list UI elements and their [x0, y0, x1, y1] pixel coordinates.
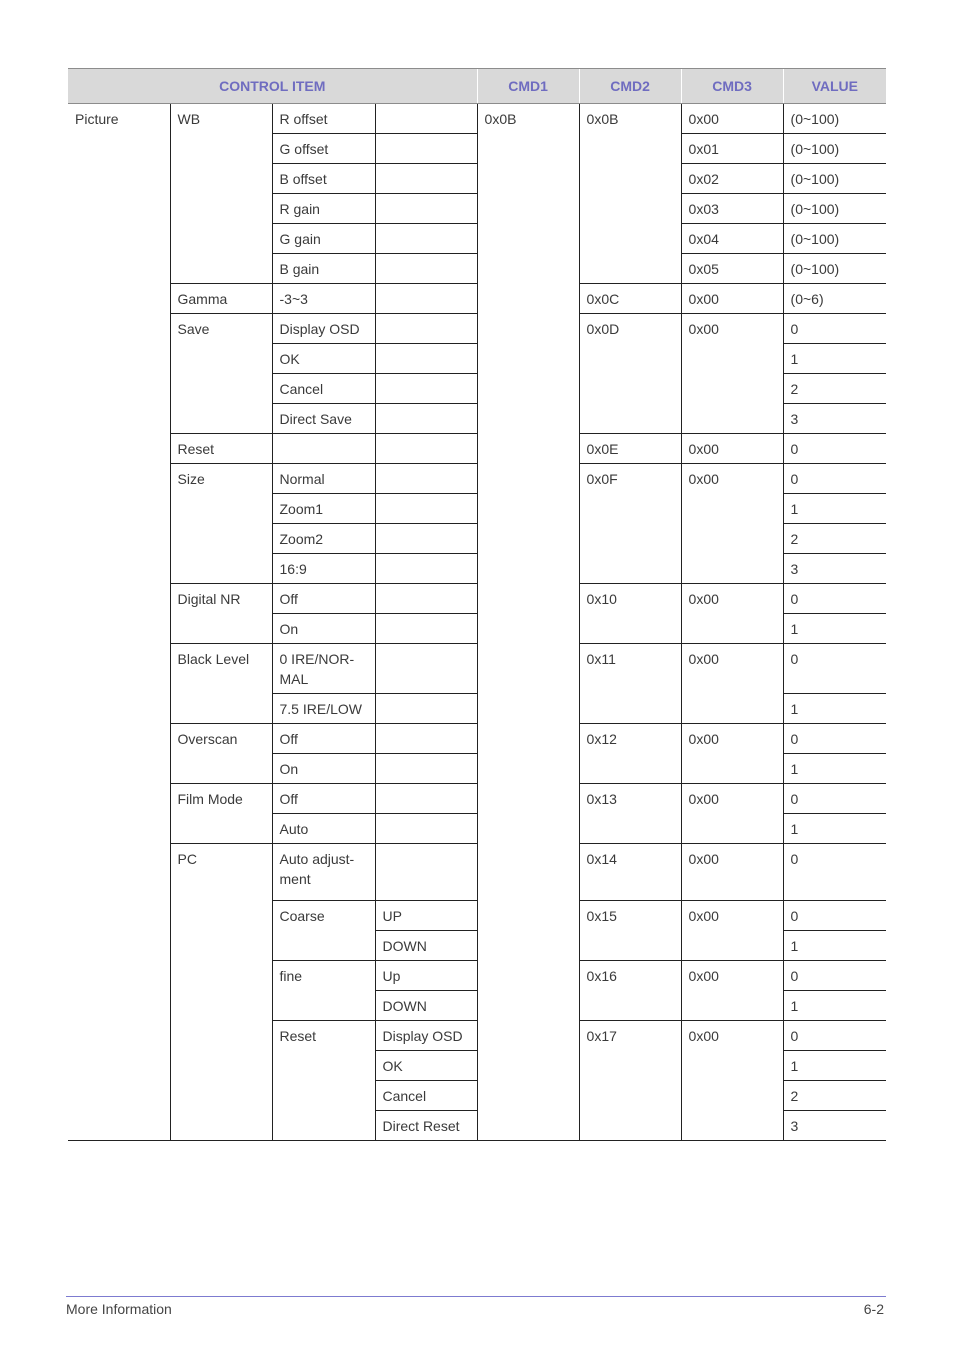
value-cell: 0: [783, 961, 886, 991]
subitem: Auto: [272, 814, 375, 844]
value-cell: 0: [783, 434, 886, 464]
value-cell: 2: [783, 1081, 886, 1111]
subitem: G offset: [272, 134, 375, 164]
value-cell: 3: [783, 554, 886, 584]
cmd3-cell: 0x03: [681, 194, 783, 224]
cmd2-cell: 0x14: [579, 844, 681, 901]
option: Cancel: [375, 1081, 477, 1111]
subitem-empty: [375, 224, 477, 254]
option: Up: [375, 961, 477, 991]
cmd3-cell: 0x00: [681, 724, 783, 784]
header-row: [68, 69, 886, 104]
header-cmd1: CMD1: [477, 69, 579, 104]
value-cell: (0~100): [783, 164, 886, 194]
item-overscan: Overscan: [170, 724, 272, 784]
cmd2-cell: 0x13: [579, 784, 681, 844]
option: UP: [375, 901, 477, 931]
value-cell: (0~100): [783, 134, 886, 164]
subitem-empty: [375, 584, 477, 614]
subitem-empty: [375, 754, 477, 784]
cmd2-cell: 0x17: [579, 1021, 681, 1141]
subitem: On: [272, 614, 375, 644]
table-row: [68, 724, 886, 754]
option: Direct Reset: [375, 1111, 477, 1141]
subitem: B gain: [272, 254, 375, 284]
subitem-empty: [375, 314, 477, 344]
subitem-empty: [375, 134, 477, 164]
cmd3-cell: 0x00: [681, 104, 783, 134]
cmd3-cell: 0x00: [681, 901, 783, 961]
cmd3-cell: 0x00: [681, 284, 783, 314]
item-digital-nr: Digital NR: [170, 584, 272, 644]
subitem: G gain: [272, 224, 375, 254]
cmd3-cell: 0x00: [681, 961, 783, 1021]
header-cmd2: CMD2: [579, 69, 681, 104]
cmd3-cell: 0x02: [681, 164, 783, 194]
table-row: [68, 104, 886, 134]
value-cell: (0~6): [783, 284, 886, 314]
subitem-empty: [375, 494, 477, 524]
subitem: Auto adjust-ment: [272, 844, 375, 901]
cmd2-cell: 0x12: [579, 724, 681, 784]
subitem: OK: [272, 344, 375, 374]
subitem: On: [272, 754, 375, 784]
table-row: [68, 434, 886, 464]
value-cell: (0~100): [783, 104, 886, 134]
cmd2-cell: 0x0E: [579, 434, 681, 464]
category-picture: Picture: [68, 104, 170, 1141]
value-cell: 2: [783, 524, 886, 554]
cmd2-cell: 0x15: [579, 901, 681, 961]
value-cell: 0: [783, 784, 886, 814]
subitem-empty: [375, 284, 477, 314]
cmd2-cell: 0x11: [579, 644, 681, 724]
cmd2-cell: 0x16: [579, 961, 681, 1021]
table-row: [68, 464, 886, 494]
subitem: Direct Save: [272, 404, 375, 434]
item-reset: Reset: [170, 434, 272, 464]
cmd2-cell: 0x0D: [579, 314, 681, 434]
value-cell: (0~100): [783, 224, 886, 254]
header-cmd3: CMD3: [681, 69, 783, 104]
subitem-fine: fine: [272, 961, 375, 1021]
value-cell: 0: [783, 724, 886, 754]
subitem-empty: [375, 554, 477, 584]
table-row: [68, 584, 886, 614]
subitem-empty: [375, 524, 477, 554]
cmd3-cell: 0x00: [681, 784, 783, 844]
subitem-empty: [375, 644, 477, 694]
subitem-empty: [375, 844, 477, 901]
value-cell: (0~100): [783, 194, 886, 224]
value-cell: 0: [783, 314, 886, 344]
page-number: 6-2: [863, 1301, 884, 1317]
table-row: [68, 284, 886, 314]
value-cell: (0~100): [783, 254, 886, 284]
value-cell: 1: [783, 991, 886, 1021]
cmd3-cell: 0x00: [681, 464, 783, 584]
subitem: R offset: [272, 104, 375, 134]
subitem-empty: [375, 724, 477, 754]
cmd3-cell: 0x00: [681, 1021, 783, 1141]
footer-divider: [66, 1296, 886, 1297]
subitem-empty: [375, 104, 477, 134]
cmd3-cell: 0x01: [681, 134, 783, 164]
subitem: -3~3: [272, 284, 375, 314]
item-size: Size: [170, 464, 272, 584]
item-save: Save: [170, 314, 272, 434]
subitem-empty: [375, 694, 477, 724]
option: DOWN: [375, 931, 477, 961]
option: OK: [375, 1051, 477, 1081]
table-row: [68, 844, 886, 901]
item-film-mode: Film Mode: [170, 784, 272, 844]
control-table: [68, 68, 886, 1141]
cmd3-cell: 0x00: [681, 844, 783, 901]
subitem: B offset: [272, 164, 375, 194]
value-cell: 2: [783, 374, 886, 404]
subitem-empty: [272, 434, 375, 464]
subitem-empty: [375, 784, 477, 814]
value-cell: 1: [783, 694, 886, 724]
item-gamma: Gamma: [170, 284, 272, 314]
subitem: Cancel: [272, 374, 375, 404]
subitem: Display OSD: [272, 314, 375, 344]
value-cell: 0: [783, 464, 886, 494]
subitem-empty: [375, 344, 477, 374]
subitem-empty: [375, 464, 477, 494]
subitem: Off: [272, 724, 375, 754]
header-control-item: CONTROL ITEM: [68, 69, 477, 104]
item-black-level: Black Level: [170, 644, 272, 724]
value-cell: 1: [783, 1051, 886, 1081]
subitem-empty: [375, 404, 477, 434]
table-row: [68, 784, 886, 814]
option: Display OSD: [375, 1021, 477, 1051]
subitem-empty: [375, 614, 477, 644]
value-cell: 0: [783, 584, 886, 614]
cmd3-cell: 0x00: [681, 644, 783, 724]
value-cell: 1: [783, 614, 886, 644]
subitem: 16:9: [272, 554, 375, 584]
value-cell: 0: [783, 901, 886, 931]
cmd3-cell: 0x04: [681, 224, 783, 254]
subitem-empty: [375, 254, 477, 284]
header-value: VALUE: [783, 69, 886, 104]
cmd3-cell: 0x00: [681, 434, 783, 464]
cmd2-cell: 0x0F: [579, 464, 681, 584]
subitem-empty: [375, 164, 477, 194]
subitem: Off: [272, 584, 375, 614]
cmd3-cell: 0x00: [681, 584, 783, 644]
subitem-empty: [375, 374, 477, 404]
value-cell: 1: [783, 344, 886, 374]
table-row: [68, 644, 886, 694]
subitem: Off: [272, 784, 375, 814]
subitem: 7.5 IRE/LOW: [272, 694, 375, 724]
value-cell: 1: [783, 494, 886, 524]
subitem-coarse: Coarse: [272, 901, 375, 961]
option: DOWN: [375, 991, 477, 1021]
subitem: Zoom2: [272, 524, 375, 554]
subitem-empty: [375, 434, 477, 464]
value-cell: 3: [783, 404, 886, 434]
footer-section-title: More Information: [66, 1301, 172, 1317]
cmd2-cell: 0x0C: [579, 284, 681, 314]
value-cell: 3: [783, 1111, 886, 1141]
value-cell: 1: [783, 754, 886, 784]
item-pc: PC: [170, 844, 272, 1141]
subitem: Zoom1: [272, 494, 375, 524]
subitem-empty: [375, 194, 477, 224]
value-cell: 0: [783, 1021, 886, 1051]
cmd3-cell: 0x05: [681, 254, 783, 284]
subitem: 0 IRE/NOR-MAL: [272, 644, 375, 694]
subitem-empty: [375, 814, 477, 844]
cmd1-cell: 0x0B: [477, 104, 579, 1141]
value-cell: 0: [783, 844, 886, 901]
value-cell: 1: [783, 931, 886, 961]
value-cell: 1: [783, 814, 886, 844]
item-wb: WB: [170, 104, 272, 284]
subitem: R gain: [272, 194, 375, 224]
subitem-reset: Reset: [272, 1021, 375, 1141]
subitem: Normal: [272, 464, 375, 494]
table-row: [68, 314, 886, 344]
cmd3-cell: 0x00: [681, 314, 783, 434]
cmd2-cell: 0x10: [579, 584, 681, 644]
value-cell: 0: [783, 644, 886, 694]
cmd2-cell: 0x0B: [579, 104, 681, 284]
